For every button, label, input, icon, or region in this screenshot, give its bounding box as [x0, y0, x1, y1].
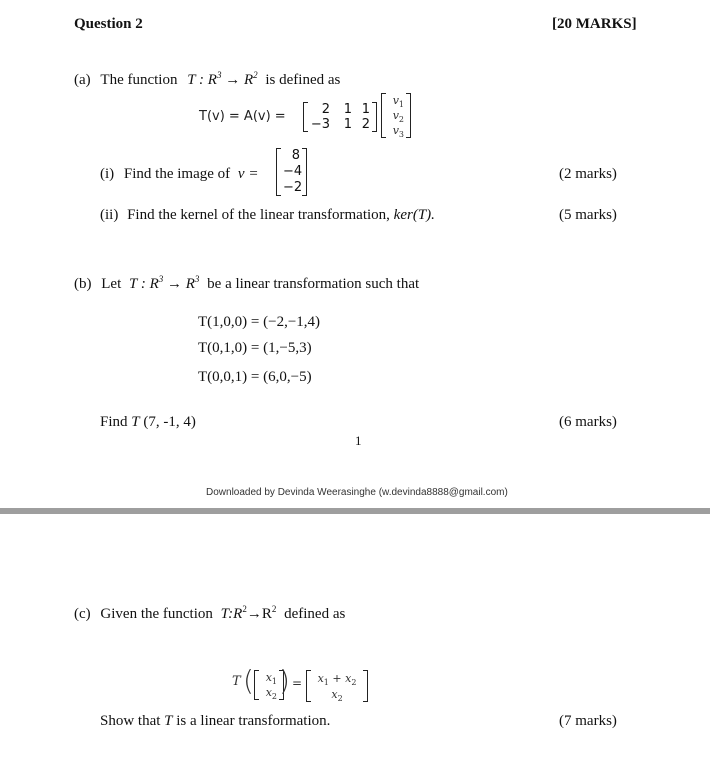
- part-c-output-vector: $x_1 + x_2$ $x_2$: [306, 670, 368, 702]
- part-b-intro-pre: Let: [101, 276, 122, 292]
- question-title: Question 2: [74, 16, 143, 32]
- open-paren: (: [243, 664, 254, 697]
- part-a-ii-text: Find the kernel of the linear transformation,: [127, 207, 390, 223]
- vector-v: $v_1$ $v_2$ $v_3$: [381, 93, 411, 138]
- part-b-find-T: T: [131, 414, 140, 430]
- part-c-intro-post: defined as: [284, 606, 346, 622]
- part-a-i-text: Find the image of: [123, 166, 231, 182]
- part-c-marks: (7 marks): [559, 713, 617, 729]
- part-a-label: (a): [74, 72, 91, 88]
- part-c-label: (c): [74, 606, 91, 622]
- part-a-ii-label: (ii): [100, 207, 119, 223]
- part-b-marks: (6 marks): [559, 414, 617, 430]
- part-c-show-pre: Show that: [100, 713, 161, 729]
- part-c-show-post: is a linear transformation.: [176, 713, 331, 729]
- part-a-ii-marks: (5 marks): [559, 207, 617, 223]
- part-a-ii-question: [100, 207, 435, 224]
- part-b-equation-1: T(1,0,0) = (−2,−1,4): [198, 314, 321, 330]
- part-b-find-args: (7, -1, 4): [143, 414, 196, 430]
- part-a-intro: [74, 72, 340, 89]
- part-c-T-label: T: [232, 674, 241, 689]
- part-c-intro: [74, 606, 345, 623]
- part-b-mapping: T : $R^3 \to R^3$: [129, 274, 200, 292]
- part-c-mapping: $T:R^2\to R^2$: [220, 604, 277, 622]
- part-b-equation-3: T(0,0,1) = (6,0,−5): [198, 369, 312, 385]
- part-a-i-question: [100, 166, 258, 183]
- close-paren: ): [279, 664, 290, 697]
- part-c-input-vector: $x_1$ $x_2$: [254, 670, 284, 700]
- vector-8-neg4-neg2: 8 −4 −2: [276, 148, 307, 196]
- part-b-intro: [74, 276, 419, 293]
- matrix-a: 2 1 1 −3 1 2: [303, 102, 377, 132]
- part-a-intro-post: is defined as: [265, 72, 341, 88]
- part-c-equals: =: [292, 676, 303, 690]
- part-a-i-v-eq: v =: [237, 166, 259, 182]
- part-a-intro-pre: The function: [100, 72, 178, 88]
- part-a-definition-lhs: T(v) = A(v) =: [199, 109, 286, 124]
- part-a-ii-ker: ker(T).: [393, 207, 435, 223]
- part-c-show: [100, 713, 330, 730]
- part-c-intro-pre: Given the function: [100, 606, 213, 622]
- part-a-i-marks: (2 marks): [559, 166, 617, 182]
- part-b-label: (b): [74, 276, 92, 292]
- page-number: 1: [355, 433, 362, 448]
- page-divider: [0, 508, 710, 514]
- part-b-equation-2: T(0,1,0) = (1,−5,3): [198, 340, 312, 356]
- part-b-find: [100, 414, 196, 431]
- part-b-find-text: Find: [100, 414, 128, 430]
- part-b-intro-post: be a linear transformation such that: [207, 276, 420, 292]
- part-a-mapping: T : $R^3 \to R^2$: [187, 70, 258, 88]
- question-total-marks: [20 MARKS]: [552, 16, 637, 32]
- part-a-i-label: (i): [100, 166, 115, 182]
- part-c-show-T: T: [164, 713, 173, 729]
- download-footer: Downloaded by Devinda Weerasinghe (w.devinda8888@gmail.com): [206, 487, 508, 498]
